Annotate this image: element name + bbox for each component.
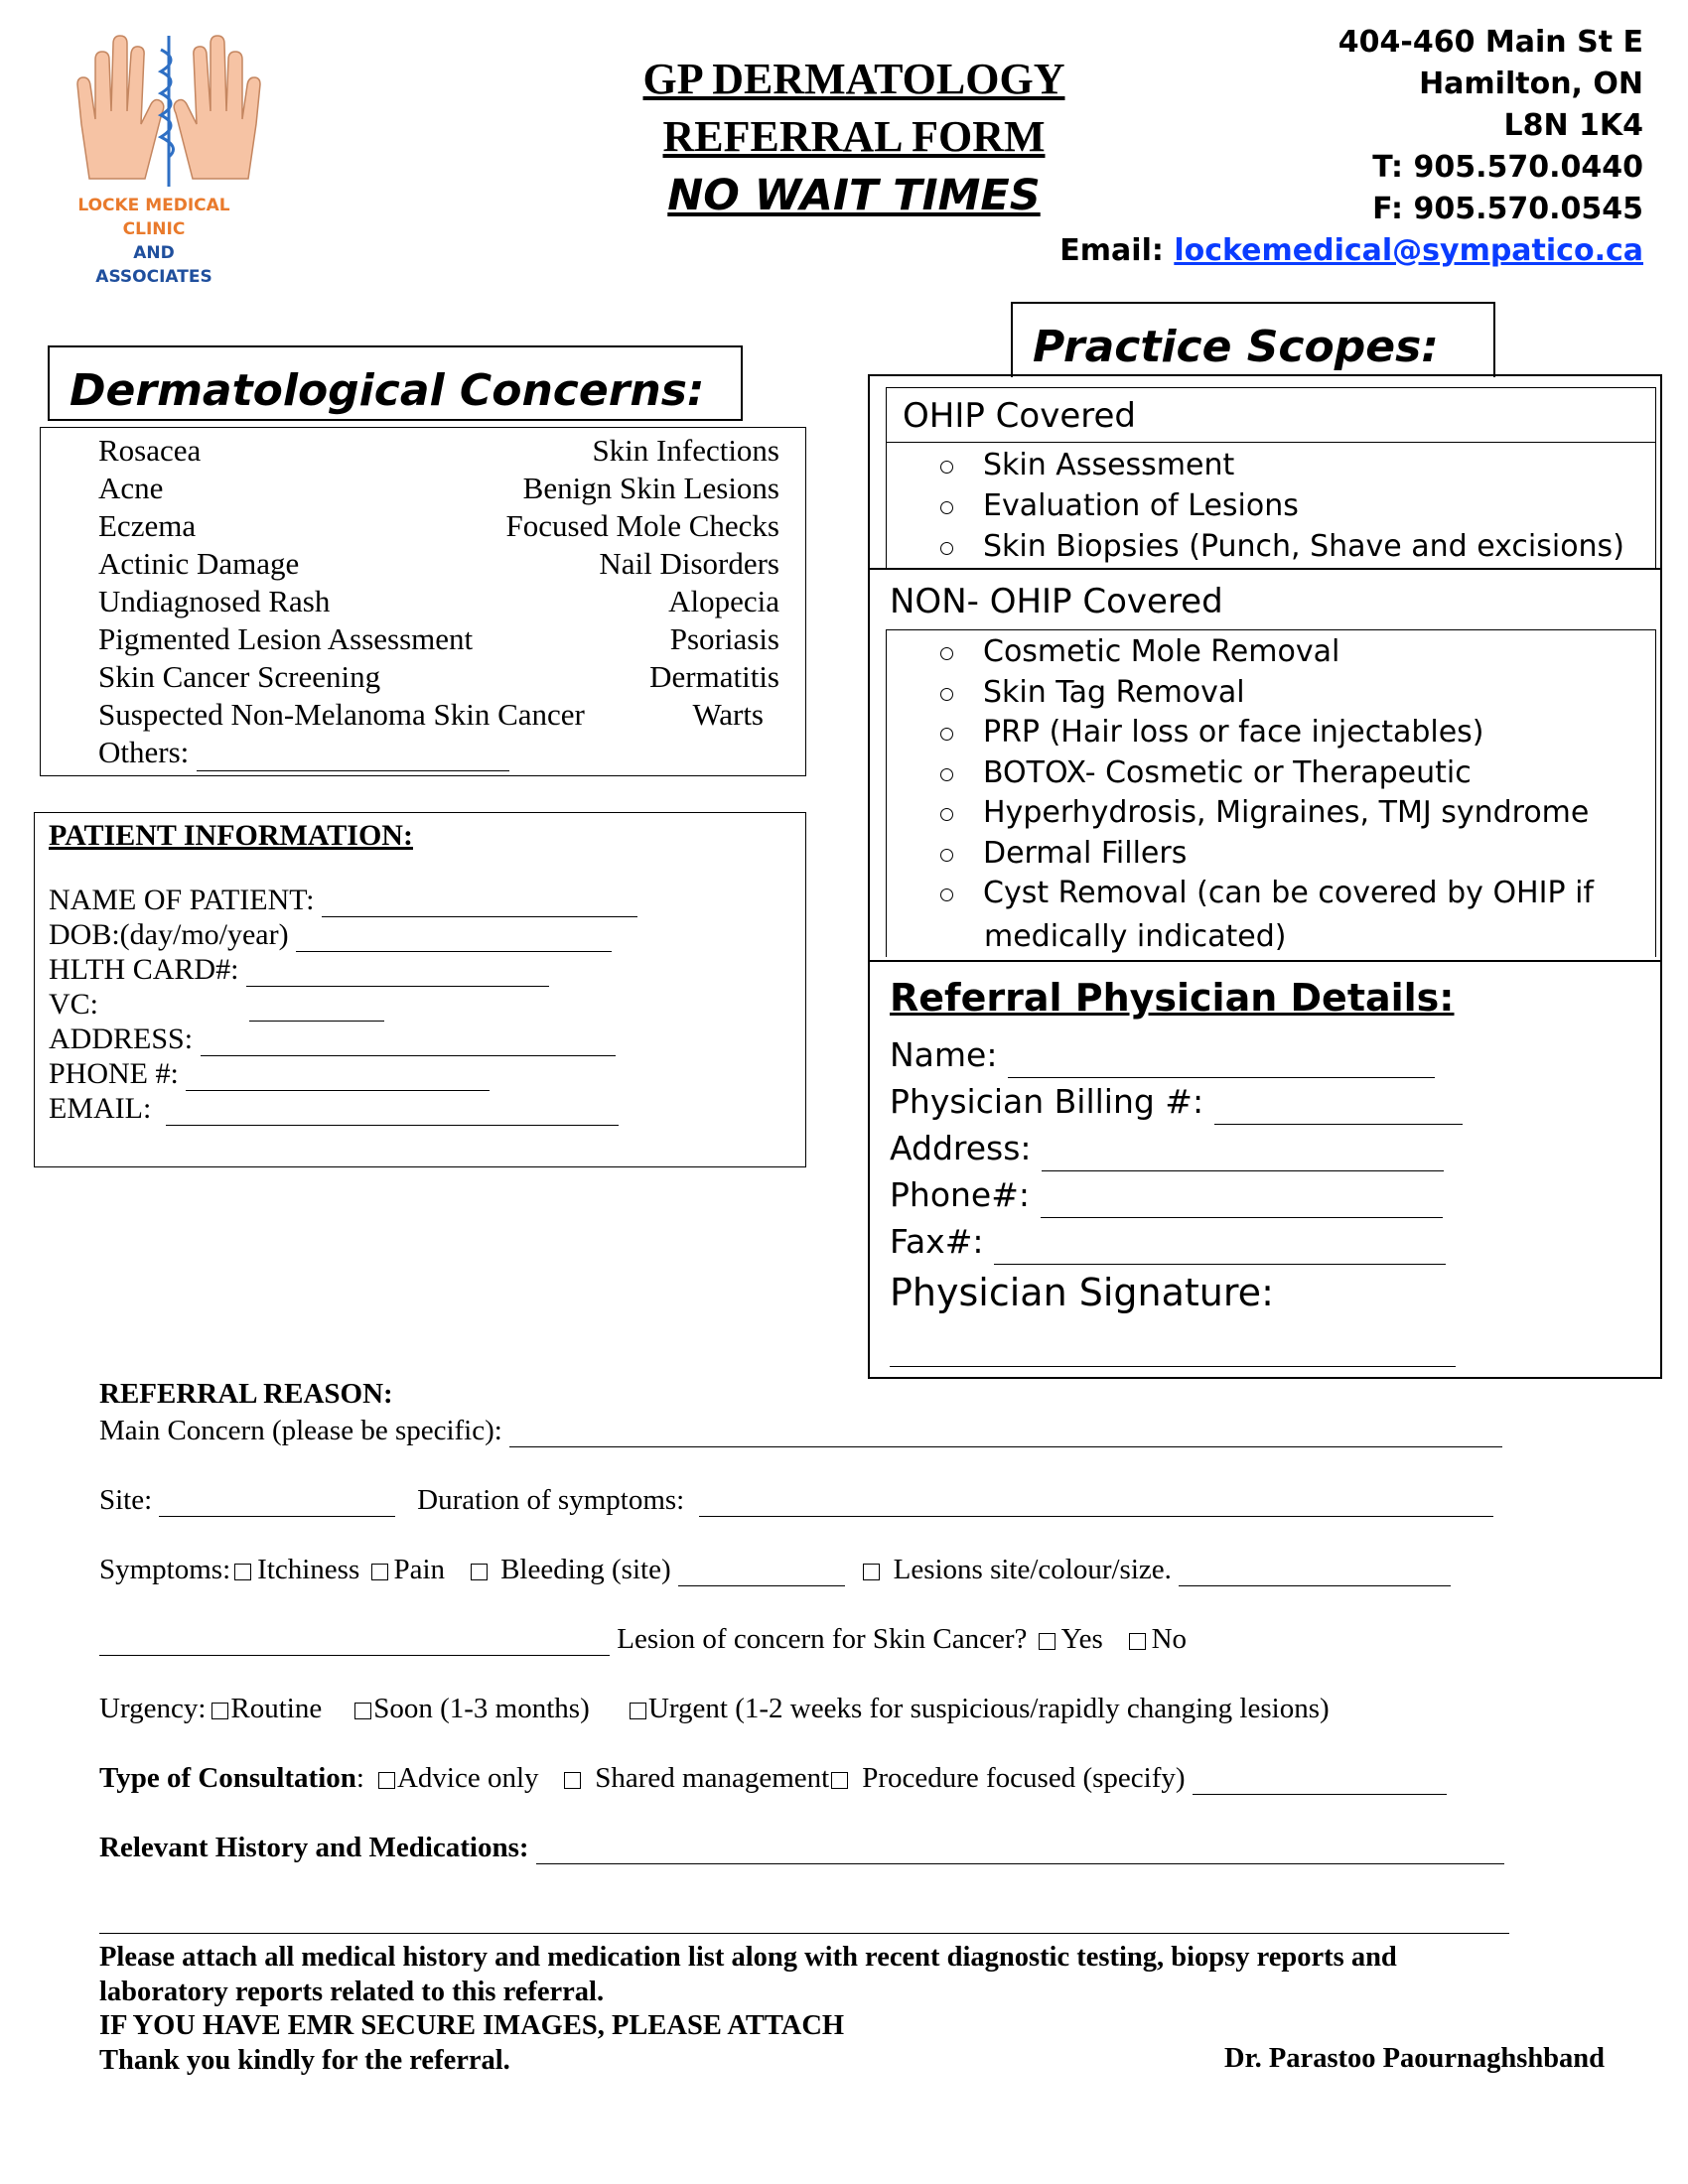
concern-item: Alopecia [668,584,779,618]
concern-item: Warts [692,697,764,732]
bullet-circle-icon [940,647,953,660]
duration-label: Duration of symptoms: [417,1484,685,1516]
consult-type-row: Type of Consultation: Advice only Shared management Procedure focused (specify) [99,1761,1589,1795]
physician-fax-label: Fax#: [890,1222,984,1261]
bullet-circle-icon [940,768,953,781]
bullet-circle-icon [940,461,953,474]
physician-signature-input[interactable] [890,1330,1456,1367]
physician-signature-label: Physician Signature: [890,1271,1274,1314]
referral-heading: REFERRAL REASON: [99,1378,393,1410]
advice-checkbox[interactable] [378,1772,395,1789]
shared-label: Shared management [595,1762,830,1794]
soon-checkbox[interactable] [354,1703,371,1719]
physician-phone-label: Phone#: [890,1175,1030,1214]
patient-fields [49,883,637,1126]
concern-item: Actinic Damage [98,546,300,581]
non-ohip-title: NON- OHIP Covered [890,582,1223,621]
bullet-circle-icon [940,808,953,821]
patient-phone-input[interactable] [186,1068,490,1091]
symptoms-label: Symptoms: [99,1554,231,1585]
urgent-label: Urgent (1-2 weeks for suspicious/rapidly changing lesions) [647,1693,1330,1724]
non-ohip-list-box [886,629,1656,957]
bullet-circle-icon [940,888,953,901]
referral-section [99,1374,1589,1934]
patient-healthcard-input[interactable] [246,964,549,987]
main-concern-input[interactable] [509,1425,1502,1447]
logo-line3: AND [133,243,175,263]
history-label: Relevant History and Medications: [99,1832,529,1863]
physician-fields [890,1031,1463,1367]
advice-label: Advice only [396,1762,539,1794]
duration-input[interactable] [699,1494,1493,1517]
scopes-heading-box [1011,302,1495,377]
concern-others [98,734,585,771]
patient-dob-input[interactable] [296,929,612,952]
patient-vc-input[interactable] [249,999,384,1022]
patient-email-label: EMAIL: [49,1092,152,1125]
concerns-heading-box [48,345,743,421]
physician-name-label: Name: [890,1035,998,1074]
non-ohip-item: Cyst Removal (can be covered by OHIP if [940,874,1594,914]
site-label: Site: [99,1484,153,1516]
footer-line1: Please attach all medical history and medication list along with recent diagnostic testing, biopsy reports and [99,1942,1397,1973]
title-line1: GP DERMATOLOGY [642,55,1065,103]
soon-label: Soon (1-3 months) [373,1693,590,1724]
bullet-circle-icon [940,728,953,741]
clinic-contact [1059,22,1643,272]
bleeding-label: Bleeding (site) [500,1554,671,1585]
contact-postal: L8N 1K4 [1503,108,1643,143]
consult-type-label: Type of Consultation [99,1762,356,1794]
ohip-list [940,445,1624,567]
bleeding-site-input[interactable] [678,1564,845,1586]
title-line2: REFERRAL FORM [662,112,1046,161]
main-concern-row [99,1414,1589,1447]
concern-item: Nail Disorders [599,546,779,581]
symptoms-row [99,1553,1589,1586]
hands-caduceus-icon [70,30,268,194]
non-ohip-item: Cosmetic Mole Removal [940,632,1594,673]
urgency-row [99,1692,1589,1725]
concern-item: Suspected Non-Melanoma Skin Cancer [98,697,585,732]
contact-phone: T: 905.570.0440 [1372,150,1643,185]
ohip-list-box [886,441,1656,570]
footer-line4: Thank you kindly for the referral. [99,2044,510,2076]
contact-street: 404-460 Main St E [1337,25,1643,60]
patient-info-heading: PATIENT INFORMATION: [49,819,413,852]
history-cont-input[interactable] [99,1911,1509,1934]
history-cont-row [99,1900,1589,1934]
concern-item: Rosacea [98,433,202,468]
bullet-circle-icon [940,501,953,514]
email-link[interactable]: lockemedical@sympatico.ca [1174,233,1643,268]
urgent-checkbox[interactable] [630,1703,646,1719]
scope-divider [868,568,1662,570]
procedure-label: Procedure focused (specify) [862,1762,1186,1794]
skin-cancer-no-checkbox[interactable] [1129,1633,1146,1650]
concern-item: Benign Skin Lesions [522,471,779,505]
lesions-cont-input[interactable] [99,1633,610,1656]
history-input[interactable] [536,1842,1504,1864]
shared-checkbox[interactable] [564,1772,581,1789]
skin-cancer-yes-label: Yes [1060,1623,1103,1655]
physician-box [868,960,1662,1379]
concern-item: Skin Infections [592,433,779,468]
clinic-logo [40,30,268,288]
routine-checkbox[interactable] [211,1703,228,1719]
bleeding-checkbox[interactable] [471,1564,488,1580]
bullet-circle-icon [940,542,953,555]
physician-fax-input[interactable] [994,1242,1446,1265]
pain-label: Pain [393,1554,446,1585]
bullet-circle-icon [940,688,953,701]
email-label: Email: [1059,233,1175,268]
patient-name-label: NAME OF PATIENT: [49,884,315,916]
scopes-heading: Practice Scopes: [1033,322,1439,372]
physician-billing-input[interactable] [1214,1102,1463,1125]
itchiness-label: Itchiness [257,1554,360,1585]
concern-item: Pigmented Lesion Assessment [98,621,474,656]
concerns-heading: Dermatological Concerns: [70,365,705,416]
non-ohip-item: Skin Tag Removal [940,673,1594,714]
physician-name-input[interactable] [1008,1055,1435,1078]
non-ohip-item: Dermal Fillers [940,834,1594,875]
concern-item: Skin Cancer Screening [98,659,381,694]
pain-checkbox[interactable] [371,1564,388,1580]
itchiness-checkbox[interactable] [234,1564,251,1580]
skin-cancer-question: Lesion of concern for Skin Cancer? [617,1623,1028,1655]
urgency-label: Urgency: [99,1693,207,1724]
concern-item: Acne [98,471,164,505]
skin-cancer-row [99,1622,1589,1656]
routine-label: Routine [230,1693,323,1724]
ohip-item: Skin Biopsies (Punch, Shave and excisions) [940,526,1624,567]
patient-healthcard-label: HLTH CARD#: [49,953,239,986]
non-ohip-item: Hyperhydrosis, Migraines, TMJ syndrome [940,793,1594,834]
patient-name-input[interactable] [322,894,637,917]
ohip-item: Evaluation of Lesions [940,485,1624,526]
physician-heading: Referral Physician Details: [890,976,1455,1020]
ohip-item: Skin Assessment [940,445,1624,485]
physician-billing-label: Physician Billing #: [890,1082,1204,1121]
footer-line2: laboratory reports related to this referral. [99,1976,605,2007]
concerns-box [40,427,806,776]
logo-line4: ASSOCIATES [95,267,212,287]
history-row [99,1831,1589,1864]
patient-vc-label: VC: [49,988,99,1021]
lesions-input[interactable] [1179,1564,1451,1586]
physician-phone-input[interactable] [1041,1195,1443,1218]
concern-item: Eczema [98,508,197,543]
skin-cancer-no-label: No [1151,1623,1188,1655]
non-ohip-list [940,632,1594,960]
concern-item: Focused Mole Checks [505,508,779,543]
title-line3: NO WAIT TIMES [667,171,1041,220]
non-ohip-item: PRP (Hair loss or face injectables) [940,713,1594,753]
procedure-checkbox[interactable] [831,1772,848,1789]
ohip-title-box [886,387,1656,443]
concerns-right-list [505,432,779,734]
skin-cancer-yes-checkbox[interactable] [1039,1633,1055,1650]
ohip-title: OHIP Covered [903,396,1136,436]
lesions-label: Lesions site/colour/size. [893,1554,1172,1585]
non-ohip-item: BOTOX- Cosmetic or Therapeutic [940,753,1594,794]
patient-info-box [34,812,806,1167]
bullet-circle-icon [940,849,953,862]
logo-line1: LOCKE MEDICAL [77,196,230,215]
concern-item: Undiagnosed Rash [98,584,331,618]
patient-phone-label: PHONE #: [49,1057,179,1090]
contact-city: Hamilton, ON [1419,67,1643,101]
site-row [99,1483,1589,1517]
others-label: Others: [98,735,190,769]
physician-address-label: Address: [890,1129,1032,1167]
physician-address-input[interactable] [1042,1149,1444,1171]
others-input[interactable] [197,749,509,771]
patient-address-label: ADDRESS: [49,1023,194,1055]
concern-item: Psoriasis [669,621,779,656]
concern-item: Dermatitis [649,659,779,694]
non-ohip-item-cont: medically indicated) [984,918,1287,954]
contact-fax: F: 905.570.0545 [1372,192,1643,226]
patient-address-input[interactable] [201,1033,616,1056]
footer-line3: IF YOU HAVE EMR SECURE IMAGES, PLEASE ATTACH [99,2010,845,2041]
lesions-checkbox[interactable] [863,1564,880,1580]
patient-email-input[interactable] [166,1103,619,1126]
logo-line2: CLINIC [122,219,186,239]
doctor-name: Dr. Parastoo Paournaghshband [1224,2043,1605,2074]
procedure-input[interactable] [1193,1772,1447,1795]
site-input[interactable] [159,1494,395,1517]
patient-dob-label: DOB:(day/mo/year) [49,918,289,951]
main-concern-label: Main Concern (please be specific): [99,1415,502,1446]
